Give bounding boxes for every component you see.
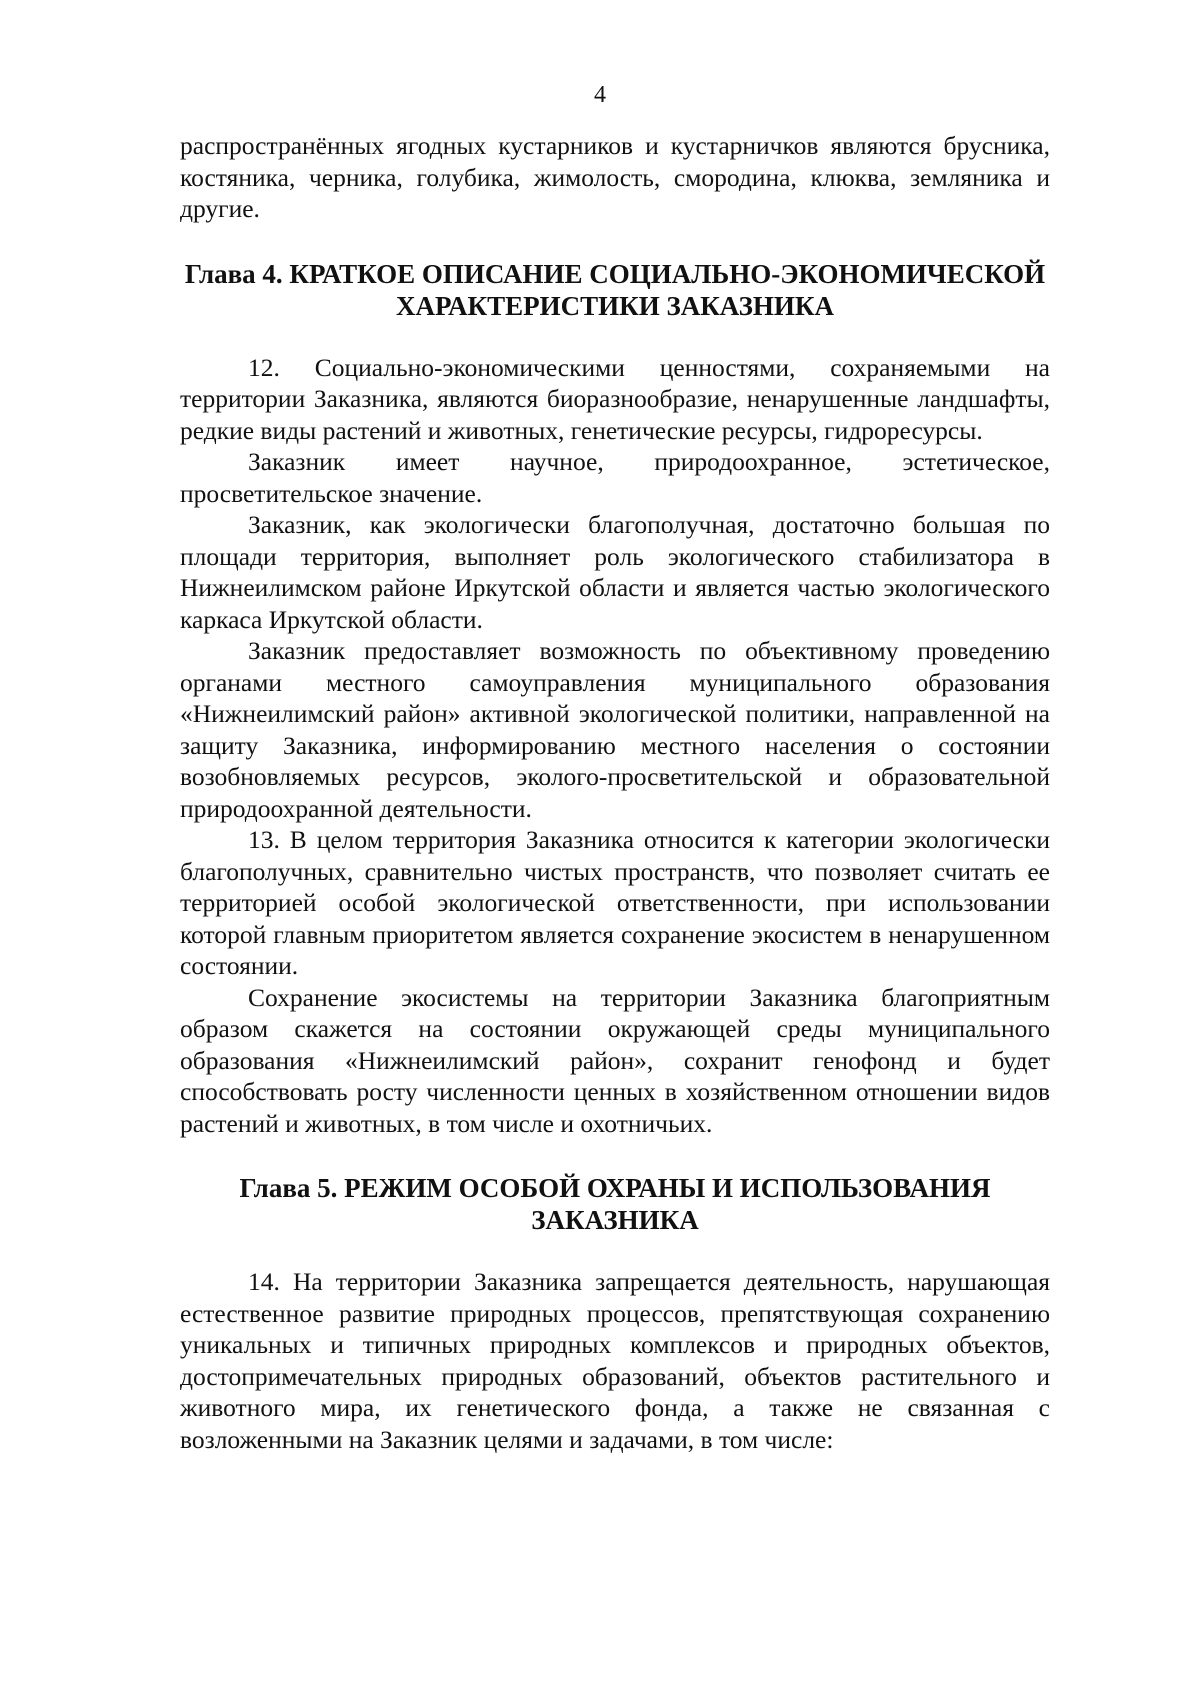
chapter-4-title-line-2: ХАРАКТЕРИСТИКИ ЗАКАЗНИКА: [396, 290, 834, 321]
intro-paragraph: распространённых ягодных кустарников и кустарничков являются брусника, костяника, черника, голубика, жимолость, смородина, клюква, земляника и другие.: [180, 131, 1050, 223]
paragraph-12: 12. Социально-экономическими ценностями, сохраняемыми на территории Заказника, являются биоразнообразие, ненарушенные ландшафты, редкие виды растений и животных, генетические ресурсы, гидроресурсы.: [180, 352, 1050, 445]
chapter-5-title-line-2: ЗАКАЗНИКА: [531, 1205, 699, 1235]
paragraph-13: 13. В целом территория Заказника относится к категории экологически благополучных, сравнительно чистых пространств, что позволяет считать ее территорией особой экологической ответственности, при использовании которой главным приоритетом является сохранение экосистем в ненарушенном состоянии.: [180, 825, 1050, 980]
document-body: [180, 130, 1050, 1455]
chapter-5-heading: [180, 1172, 1050, 1236]
paragraph-policy: Заказник предоставляет возможность по объективному проведению органами местного самоуправления муниципального образования «Нижнеилимский район» активной экологической политики, направленной на защиту Заказника, информированию местного населения о состоянии возобновляемых ресурсов, эколого-просветительской и образовательной природоохранной деятельности.: [180, 636, 1050, 823]
page-number: 4: [594, 82, 606, 108]
paragraph-14: 14. На территории Заказника запрещается деятельность, нарушающая естественное развитие природных процессов, препятствующая сохранению уникальных и типичных природных комплексов и природных объектов, достопримечательных природных образований, объектов растительного и животного мира, их генетического фонда, а также не связанная с возложенными на Заказник целями и задачами, в том числе:: [180, 1267, 1050, 1454]
paragraph-stabilizer: Заказник, как экологически благополучная, достаточно большая по площади территория, выполняет роль экологического стабилизатора в Нижнеилимском районе Иркутской области и является частью экологического каркаса Иркутской области.: [180, 510, 1050, 634]
chapter-4-heading: [180, 258, 1050, 322]
chapter-5-title-line-1: Глава 5. РЕЖИМ ОСОБОЙ ОХРАНЫ И ИСПОЛЬЗОВАНИЯ: [239, 1173, 991, 1203]
chapter-4-title-line-1: Глава 4. КРАТКОЕ ОПИСАНИЕ СОЦИАЛЬНО-ЭКОНОМИЧЕСКОЙ: [184, 258, 1046, 289]
paragraph-significance: Заказник имеет научное, природоохранное, эстетическое, просветительское значение.: [180, 447, 1050, 508]
paragraph-ecosystem-preservation: Сохранение экосистемы на территории Заказника благоприятным образом скажется на состоянии окружающей среды муниципального образования «Нижнеилимский район», сохранит генофонд и будет способствовать росту численности ценных в хозяйственном отношении видов растений и животных, в том числе и охотничьих.: [180, 982, 1050, 1138]
